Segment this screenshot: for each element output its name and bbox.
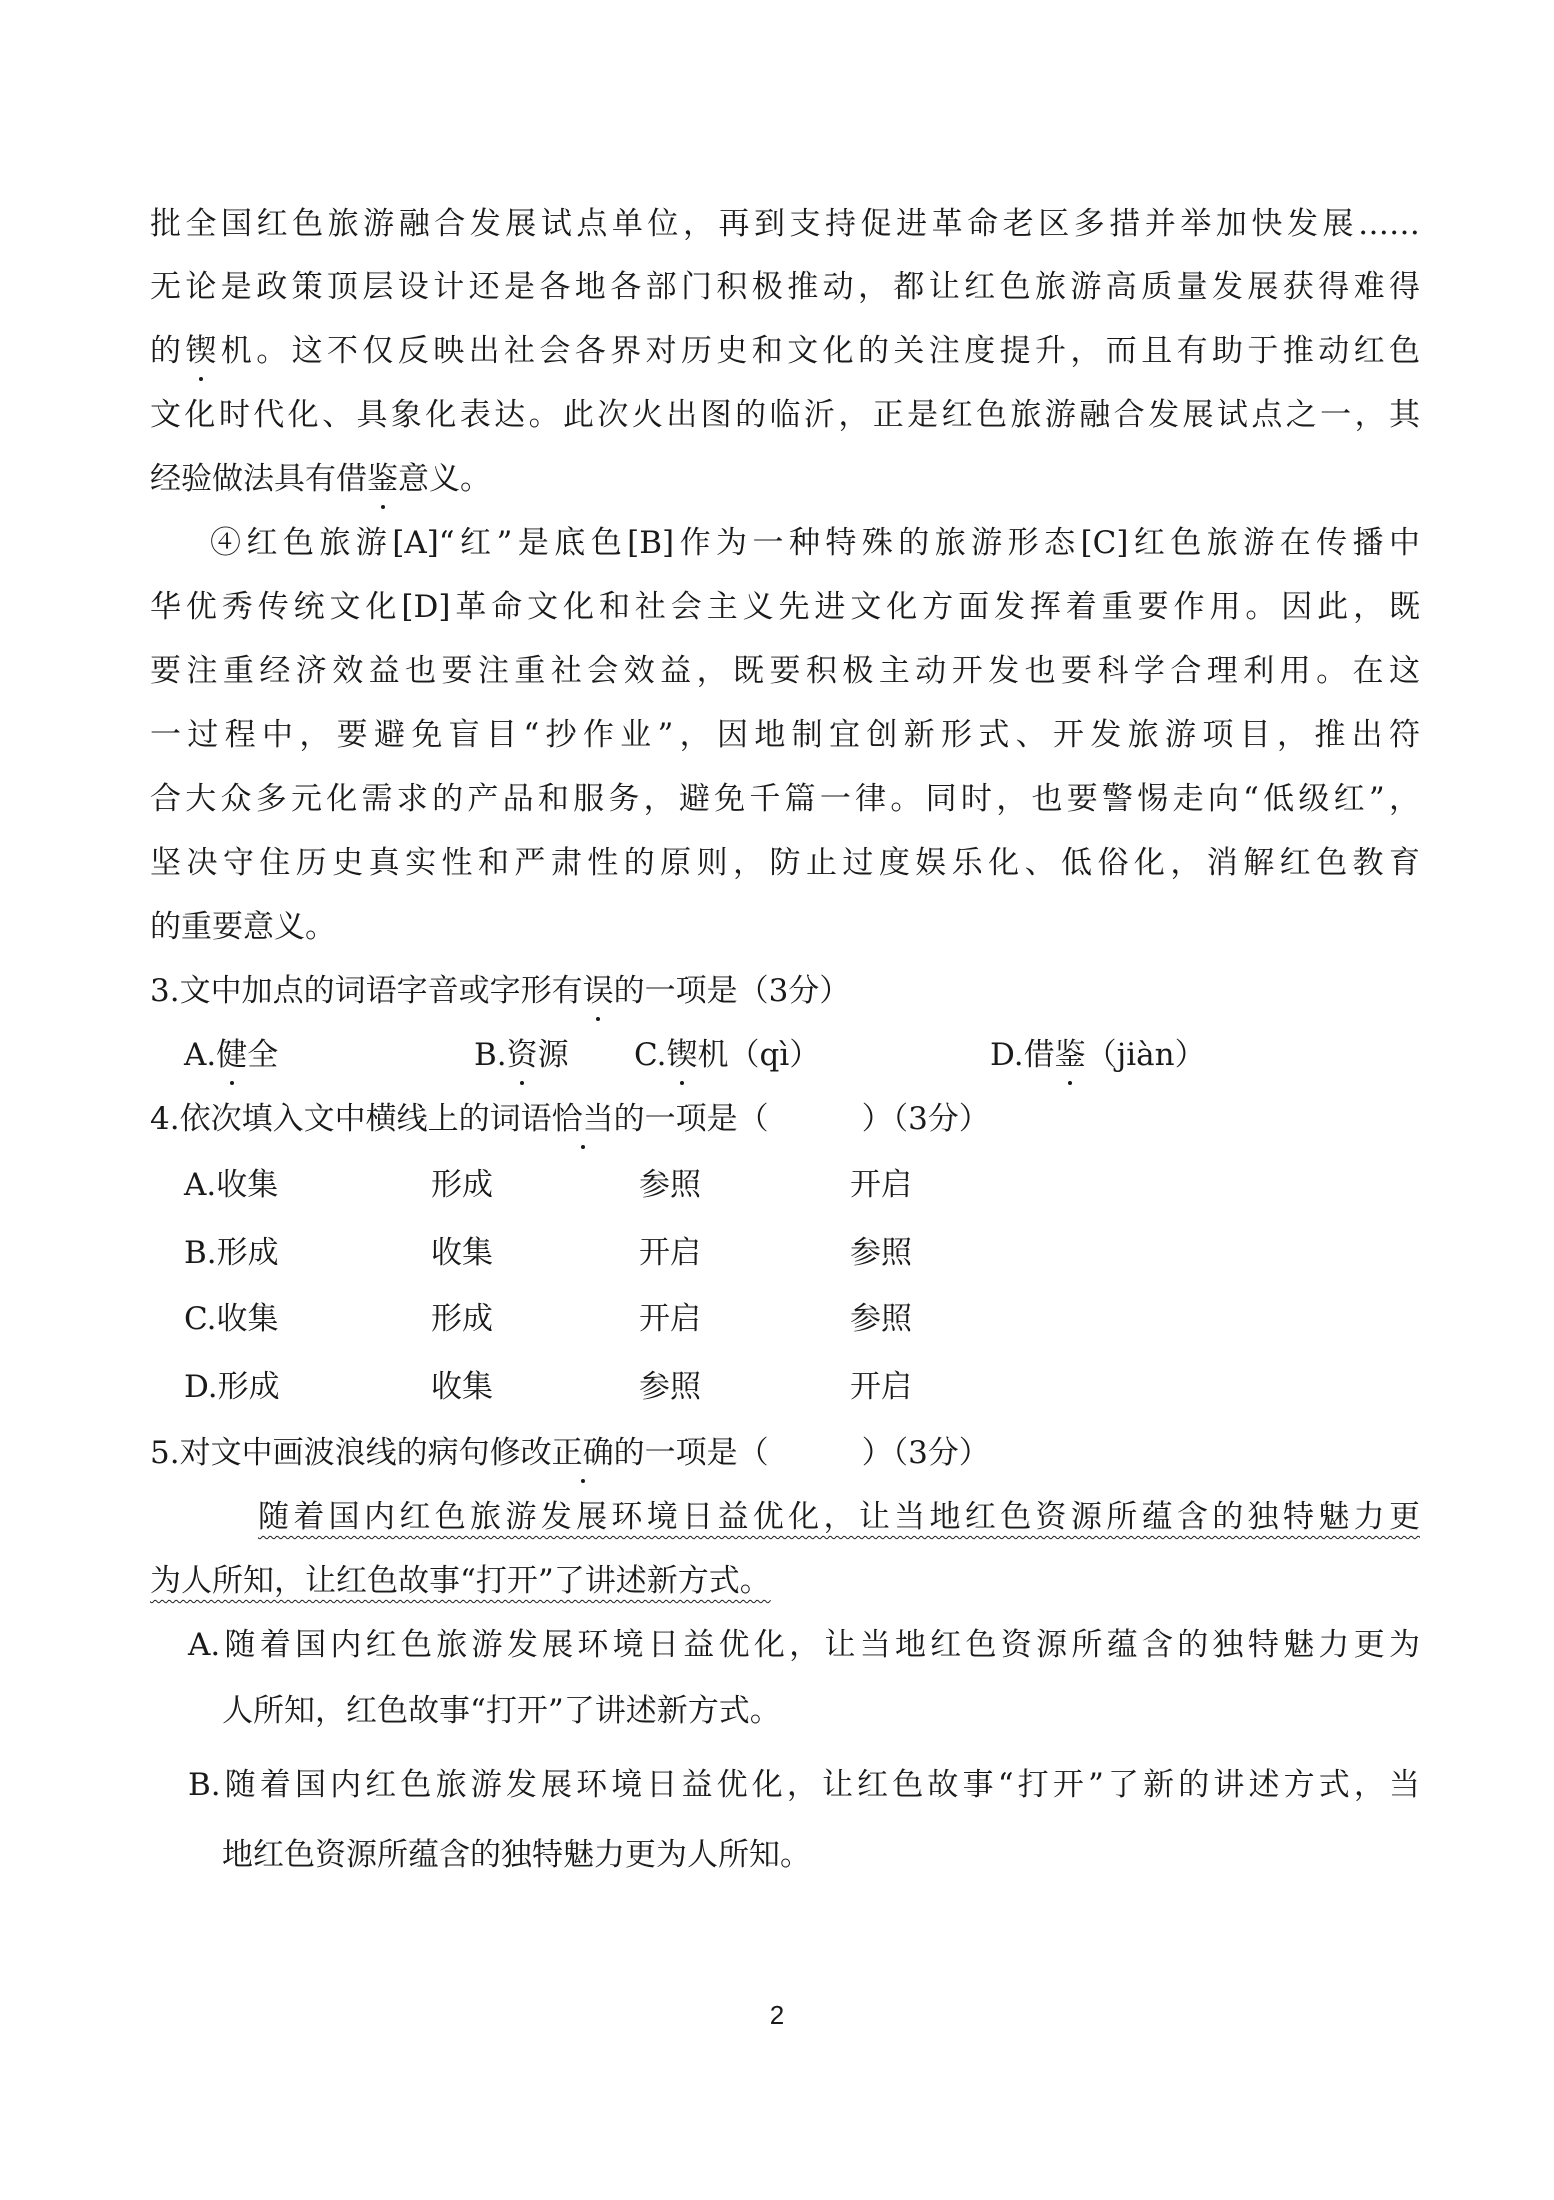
paragraph-4-line: 坚决守住历史真实性和严肃性的原则，防止过度娱乐化、低俗化，消解红色教育 — [150, 845, 1420, 881]
passage-line: 文化时代化、具象化表达。此次火出图的临沂，正是红色旅游融合发展试点之一，其 — [150, 397, 1420, 433]
option-word: 开启 — [639, 1301, 701, 1337]
passage-line — [150, 330, 1420, 372]
emphasis-dot-char: 资 — [507, 1034, 538, 1076]
question-5-stem — [150, 1432, 1420, 1474]
emphasis-dot-char: 锲 — [185, 330, 216, 372]
option-word: 参照 — [850, 1235, 912, 1271]
text-run: 意义。 — [398, 461, 491, 497]
text-run: 机（qì） — [697, 1037, 821, 1073]
passage-line: 无论是政策顶层设计还是各地各部门积极推动，都让红色旅游高质量发展获得难得 — [150, 269, 1420, 305]
paragraph-4-line: 华优秀传统文化[D]革命文化和社会主义先进文化方面发挥着重要作用。因此，既 — [150, 589, 1420, 625]
option-d — [990, 1034, 1206, 1076]
wavy-underlined-text: 为人所知，让红色故事“打开”了讲述新方式。 — [150, 1563, 771, 1599]
question-4-option-row — [184, 1366, 984, 1408]
emphasis-dot-char: 正确 — [552, 1432, 614, 1474]
option-label: A.收集 — [184, 1167, 279, 1203]
option-label: C.收集 — [184, 1301, 279, 1337]
question-4-option-row — [184, 1164, 984, 1206]
paragraph-4-line: 要注重经济效益也要注重社会效益，既要积极主动开发也要科学合理利用。在这 — [150, 653, 1420, 689]
text-run: 3.文中加点的词语字音或字形有 — [150, 973, 583, 1009]
option-label: D.借 — [990, 1037, 1055, 1073]
option-b — [474, 1034, 569, 1076]
paragraph-4-line: 一过程中，要避免盲目“抄作业”，因地制宜创新形式、开发旅游项目，推出符 — [150, 717, 1420, 753]
question-5-option-b-line: 地红色资源所蕴含的独特魅力更为人所知。 — [222, 1837, 811, 1873]
emphasis-dot-char: 锲 — [666, 1034, 697, 1076]
wavy-sentence-line — [150, 1560, 1420, 1602]
option-word: 形成 — [431, 1167, 493, 1203]
option-label: C. — [634, 1037, 667, 1073]
option-label: B. — [474, 1037, 507, 1073]
option-word: 开启 — [850, 1167, 912, 1203]
option-word: 参照 — [850, 1301, 912, 1337]
question-5-option-a-line: 人所知，红色故事“打开”了讲述新方式。 — [222, 1693, 781, 1729]
page-number: 2 — [769, 2000, 785, 2030]
emphasis-dot-char: 鉴 — [1055, 1034, 1086, 1076]
wavy-underlined-text: 随着国内红色旅游发展环境日益优化，让当地红色资源所蕴含的独特魅力更 — [258, 1499, 1420, 1535]
option-a — [184, 1034, 278, 1076]
option-word: 参照 — [639, 1369, 701, 1405]
text-run: 4.依次填入文中横线上的词语 — [150, 1101, 552, 1137]
passage-line: 批全国红色旅游融合发展试点单位，再到支持促进革命老区多措并举加快发展…… — [150, 206, 1420, 242]
passage-line — [150, 458, 1420, 500]
text-run: 源 — [537, 1037, 569, 1073]
option-word: 开启 — [850, 1369, 912, 1405]
option-label: D.形成 — [184, 1369, 280, 1405]
emphasis-dot-char: 恰当 — [552, 1098, 614, 1140]
question-5-option-b-line: B.随着国内红色旅游发展环境日益优化，让红色故事“打开”了新的讲述方式，当 — [188, 1767, 1420, 1803]
text-run: 的一项是（ ）（3分） — [613, 1435, 990, 1471]
emphasis-dot-char: 误 — [583, 970, 614, 1012]
paragraph-4-line: 合大众多元化需求的产品和服务，避免千篇一律。同时，也要警惕走向“低级红”， — [150, 781, 1420, 817]
text-run: 的一项是（3分） — [613, 973, 851, 1009]
question-3-options — [184, 1034, 1420, 1076]
paragraph-4-line: 的重要意义。 — [150, 909, 336, 945]
wavy-sentence-line — [258, 1496, 1420, 1538]
text-run: 的一项是（ ）（3分） — [613, 1101, 990, 1137]
text-run: 机。这不仅反映出社会各界对历史和文化的关注度提升，而且有助于推动红色 — [216, 333, 1421, 369]
emphasis-dot-char: 鉴 — [367, 458, 398, 500]
question-4-option-row — [184, 1298, 984, 1340]
question-5-option-a-line: A.随着国内红色旅游发展环境日益优化，让当地红色资源所蕴含的独特魅力更为 — [188, 1627, 1420, 1663]
emphasis-dot-char: 健 — [216, 1034, 247, 1076]
question-3-stem — [150, 970, 1420, 1012]
option-word: 收集 — [431, 1235, 493, 1271]
option-word: 形成 — [431, 1301, 493, 1337]
option-label: A. — [184, 1037, 217, 1073]
option-word: 参照 — [639, 1167, 701, 1203]
option-word: 开启 — [639, 1235, 701, 1271]
question-4-stem — [150, 1098, 1420, 1140]
option-c — [634, 1034, 820, 1076]
option-label: B.形成 — [184, 1235, 279, 1271]
question-4-option-row — [184, 1232, 984, 1274]
paragraph-4-line: ④红色旅游[A]“红”是底色[B]作为一种特殊的旅游形态[C]红色旅游在传播中 — [210, 525, 1420, 561]
text-run: 全 — [247, 1037, 279, 1073]
option-word: 收集 — [431, 1369, 493, 1405]
text-run: 的 — [150, 333, 186, 369]
text-run: 5.对文中画波浪线的病句修改 — [150, 1435, 552, 1471]
text-run: 经验做法具有借 — [150, 461, 367, 497]
text-run: （jiàn） — [1085, 1037, 1206, 1073]
